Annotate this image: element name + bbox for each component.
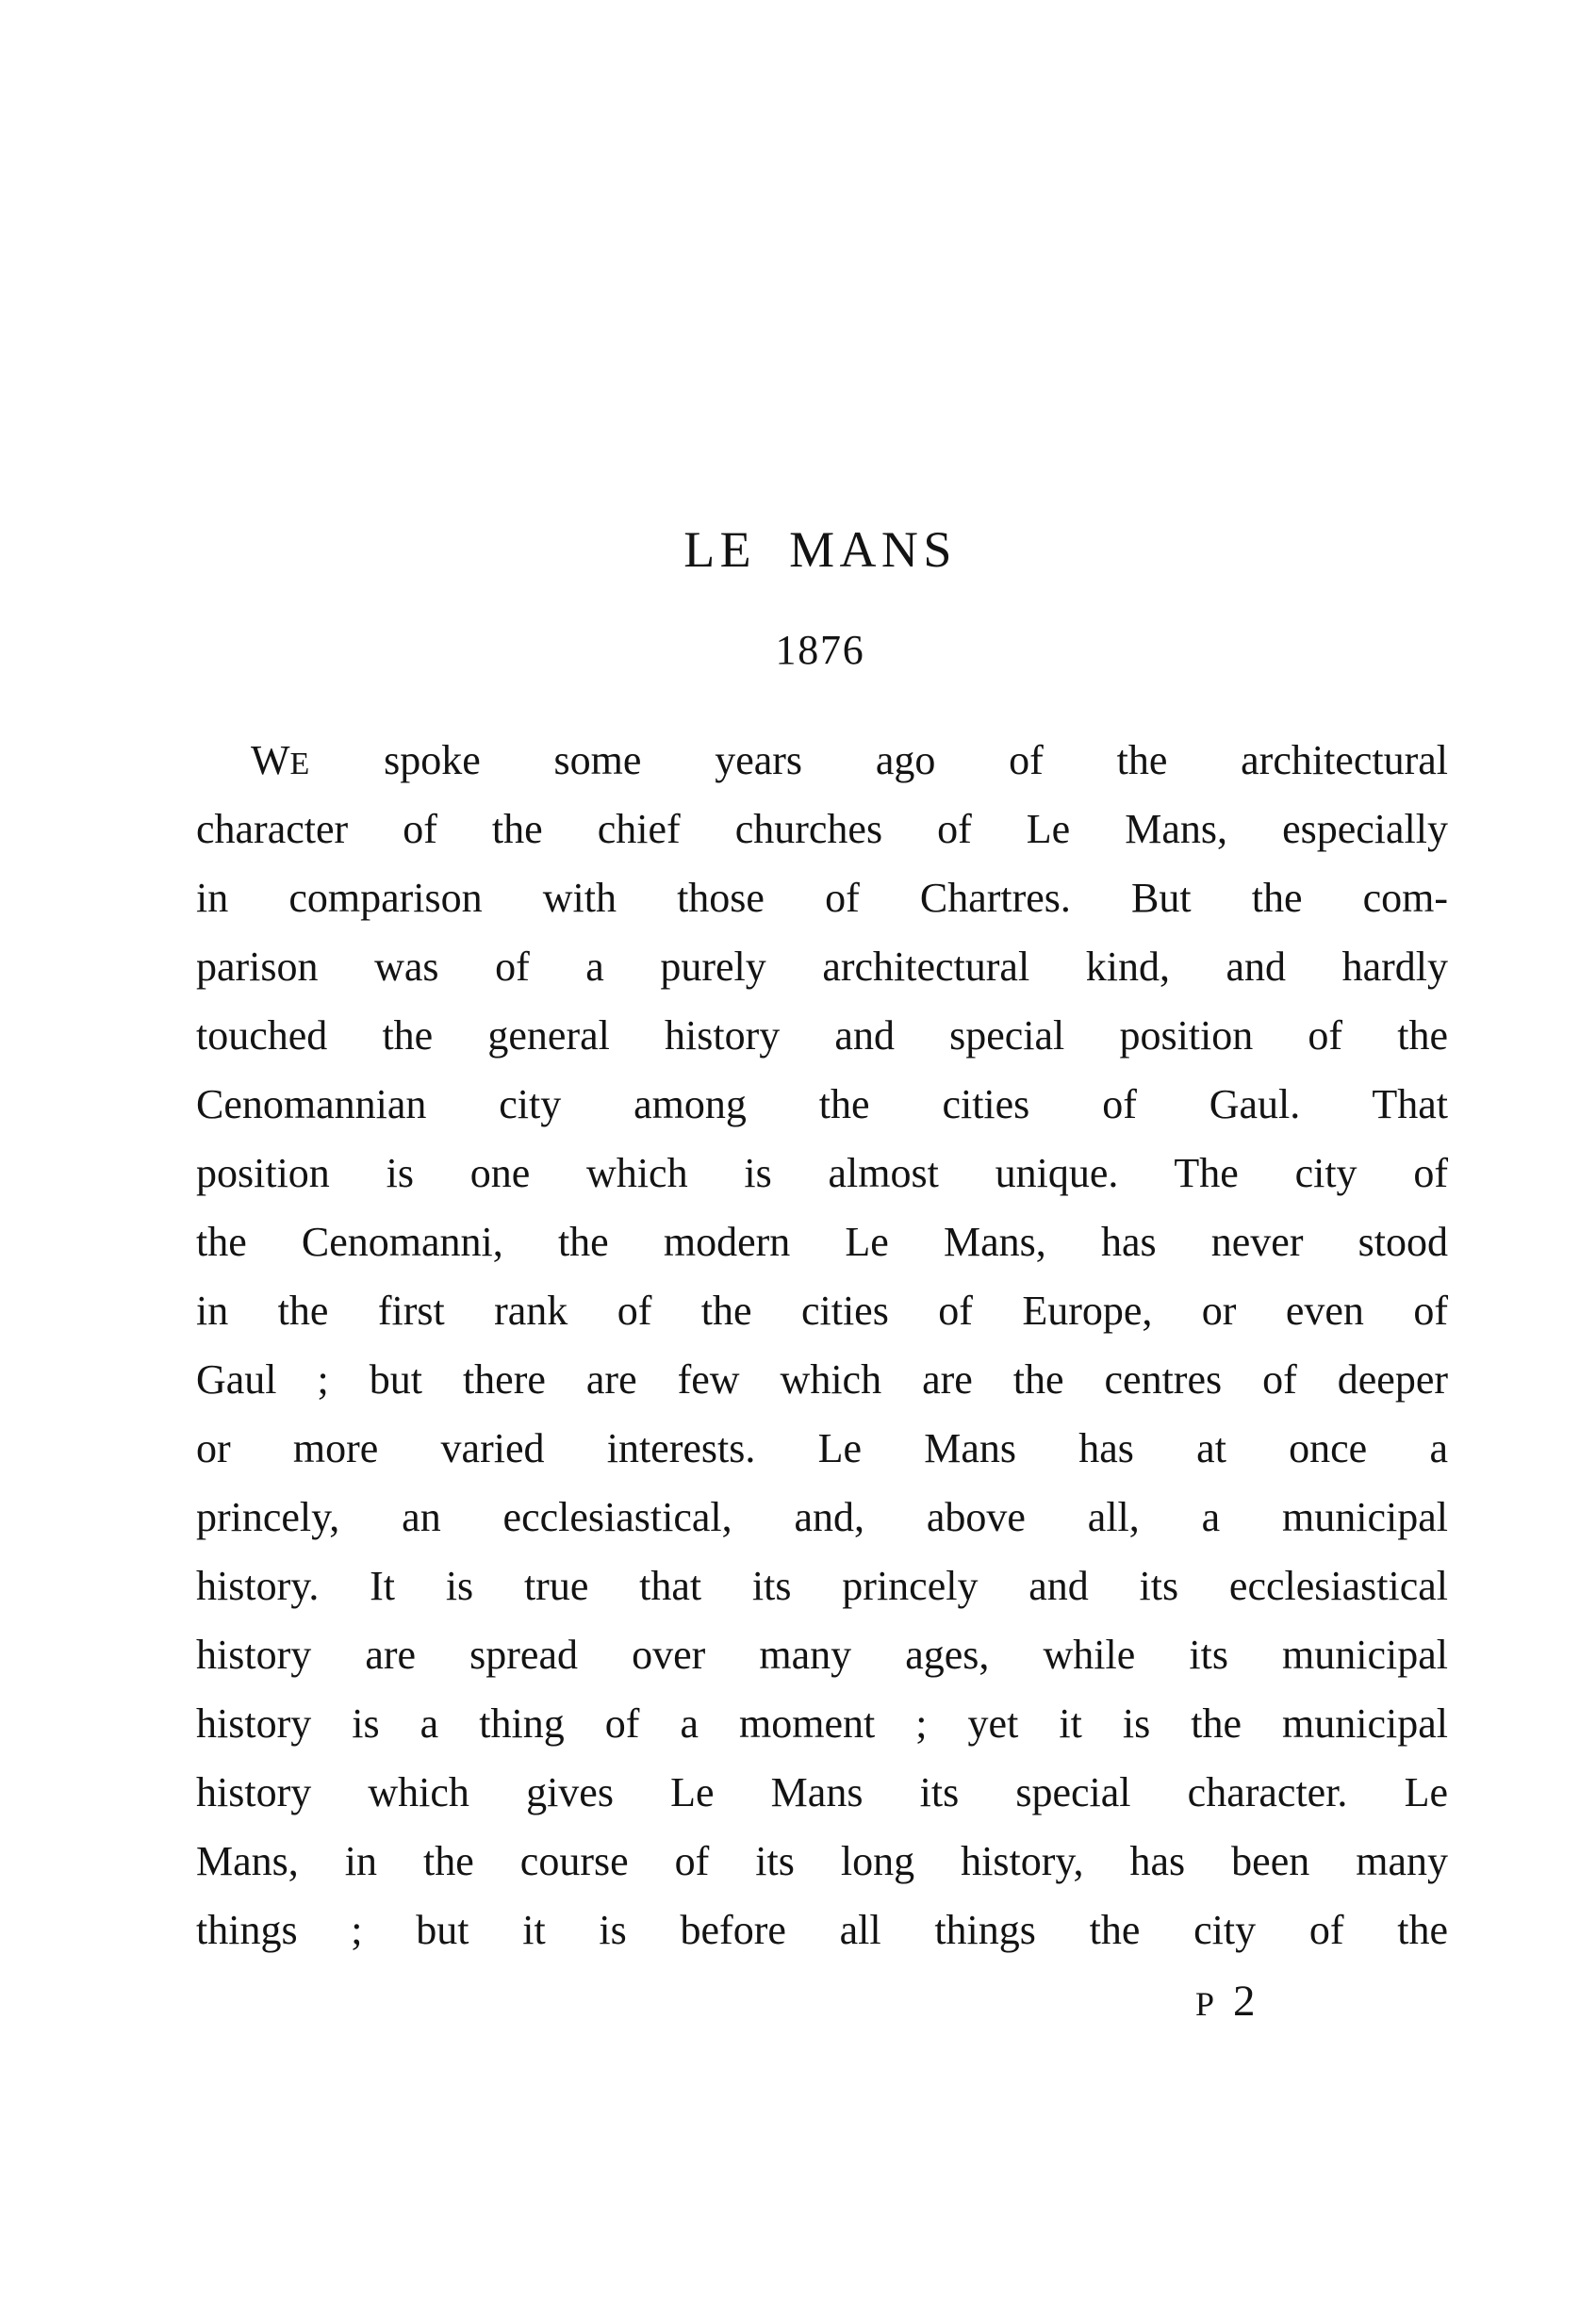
paragraph-line: position is one which is almost unique. The city of [196,1150,1448,1196]
paragraph-line: Gaul ; but there are few which are the centres of deeper [196,1356,1448,1403]
paragraph-line [196,726,1448,795]
paragraph-line: Cenomannian city among the cities of Gaul. That [196,1081,1448,1127]
paragraph-line: princely, an ecclesiastical, and, above all, a municipal [196,1494,1448,1540]
lead-small-cap: E [289,747,311,781]
paragraph-line: in the first rank of the cities of Europe, or even of [196,1288,1448,1334]
lead-capital: W [251,737,290,783]
page-title: LE MANS [683,521,957,578]
publication-year: 1876 [775,627,865,673]
body-paragraph [196,726,1448,1964]
paragraph-line: the Cenomanni, the modern Le Mans, has never stood [196,1219,1448,1265]
signature-letter: P [1195,1985,1215,2023]
paragraph-line: things ; but it is before all things the city of the [196,1907,1448,1953]
paragraph-line: touched the general history and special position of the [196,1012,1448,1059]
paragraph-line: history. It is true that its princely and its ecclesiastical [196,1563,1448,1609]
paragraph-line: history are spread over many ages, while its municipal [196,1632,1448,1678]
paragraph-line: history which gives Le Mans its special character. Le [196,1769,1448,1815]
paragraph-line: or more varied interests. Le Mans has at once a [196,1425,1448,1471]
paragraph-line: Mans, in the course of its long history, has been many [196,1838,1448,1884]
paragraph-line-text: spoke some years ago of the architectural [310,737,1448,783]
paragraph-line: character of the chief churches of Le Mans, especially [196,806,1448,852]
page-signature [1195,1976,1256,2027]
paragraph-line: parison was of a purely architectural kind, and hardly [196,944,1448,990]
paragraph-line: in comparison with those of Chartres. But the com- [196,875,1448,921]
signature-number: 2 [1233,1977,1256,2026]
paragraph-line: history is a thing of a moment ; yet it is the municipal [196,1700,1448,1747]
